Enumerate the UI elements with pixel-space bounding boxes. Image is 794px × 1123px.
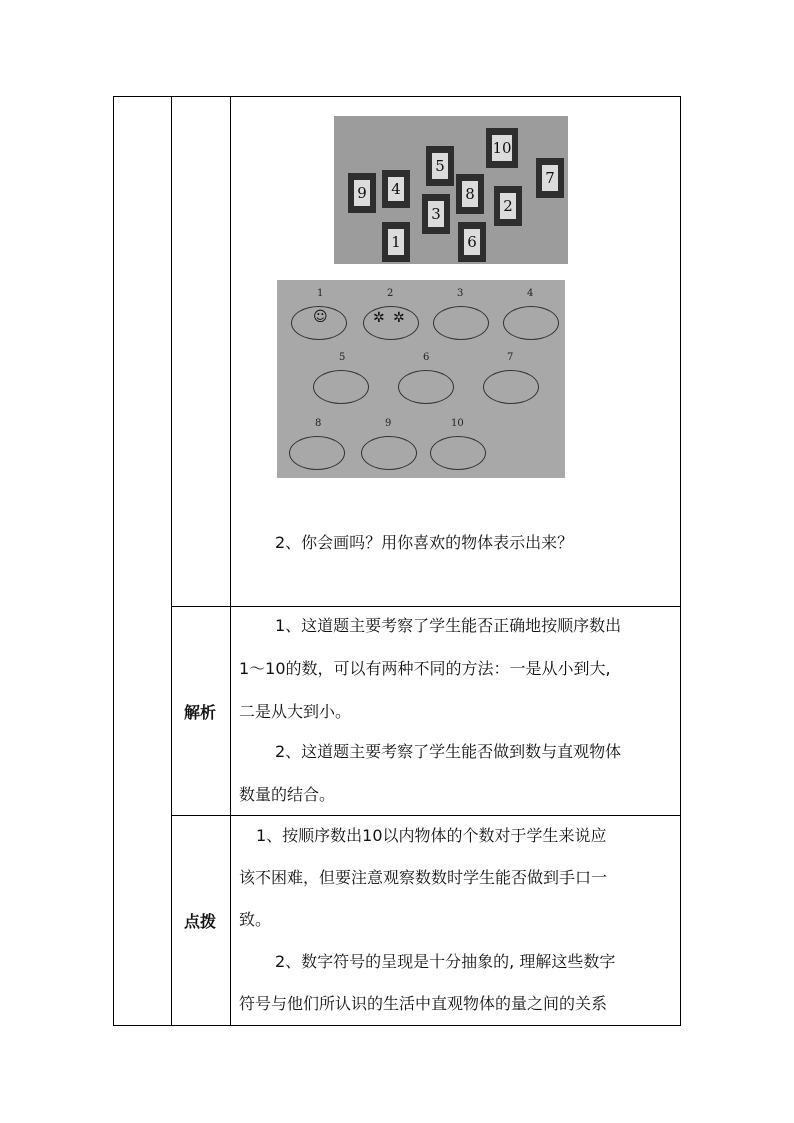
oval xyxy=(361,436,417,470)
row-divider-1 xyxy=(171,606,681,607)
oval xyxy=(313,370,369,404)
table-divider-2 xyxy=(230,97,231,1025)
oval-number: 4 xyxy=(527,288,534,299)
oval-number: 6 xyxy=(423,352,430,363)
analysis-line: 1～10的数，可以有两种不同的方法：一是从小到大, xyxy=(239,659,611,678)
number-card: 4 xyxy=(382,170,410,208)
smiley-icon: ☺ xyxy=(313,309,328,325)
number-card: 7 xyxy=(536,158,564,198)
oval xyxy=(433,306,489,340)
number-card: 8 xyxy=(456,174,484,214)
oval-number: 2 xyxy=(387,288,394,299)
analysis-line: 数量的结合。 xyxy=(239,785,336,804)
number-card: 6 xyxy=(458,222,486,262)
number-card: 9 xyxy=(348,173,376,213)
table-border-left xyxy=(113,97,114,1025)
analysis-label: 解析 xyxy=(184,703,217,722)
tips-line: 1、按顺序数出10以内物体的个数对于学生来说应 xyxy=(256,826,607,845)
question-2-text: 2、你会画吗？用你喜欢的物体表示出来？ xyxy=(275,533,574,552)
number-card: 1 xyxy=(382,222,410,262)
oval-number: 1 xyxy=(317,288,324,299)
oval-number: 8 xyxy=(315,418,322,429)
number-card: 10 xyxy=(486,128,518,168)
table-divider-1 xyxy=(171,97,172,1025)
ovals-photo xyxy=(277,280,565,478)
oval-number: 10 xyxy=(451,418,464,429)
oval-number: 9 xyxy=(385,418,392,429)
analysis-line: 1、这道题主要考察了学生能否正确地按顺序数出 xyxy=(275,616,622,635)
number-card: 5 xyxy=(426,146,454,186)
tips-line: 2、数字符号的呈现是十分抽象的, 理解这些数字 xyxy=(275,952,616,971)
tips-label: 点拨 xyxy=(184,912,217,931)
table-border-right xyxy=(680,97,681,1025)
tips-line: 该不困难，但要注意观察数数时学生能否做到手口一 xyxy=(239,868,608,887)
number-card: 3 xyxy=(422,194,450,234)
analysis-line: 二是从大到小。 xyxy=(239,702,352,721)
analysis-line: 2、这道题主要考察了学生能否做到数与直观物体 xyxy=(275,742,622,761)
oval-number: 3 xyxy=(457,288,464,299)
number-cards-photo xyxy=(334,116,568,264)
oval xyxy=(483,370,539,404)
oval xyxy=(430,436,486,470)
oval xyxy=(363,306,419,340)
number-card: 2 xyxy=(494,186,522,226)
oval xyxy=(289,436,345,470)
oval xyxy=(398,370,454,404)
oval xyxy=(503,306,559,340)
oval-number: 7 xyxy=(507,352,514,363)
row-divider-2 xyxy=(171,815,681,816)
tips-line: 致。 xyxy=(239,910,272,929)
oval-number: 5 xyxy=(339,352,346,363)
tips-line: 符号与他们所认识的生活中直观物体的量之间的关系 xyxy=(239,994,608,1013)
sun-icon: ✲ xyxy=(393,310,405,326)
sun-icon: ✲ xyxy=(373,310,385,326)
